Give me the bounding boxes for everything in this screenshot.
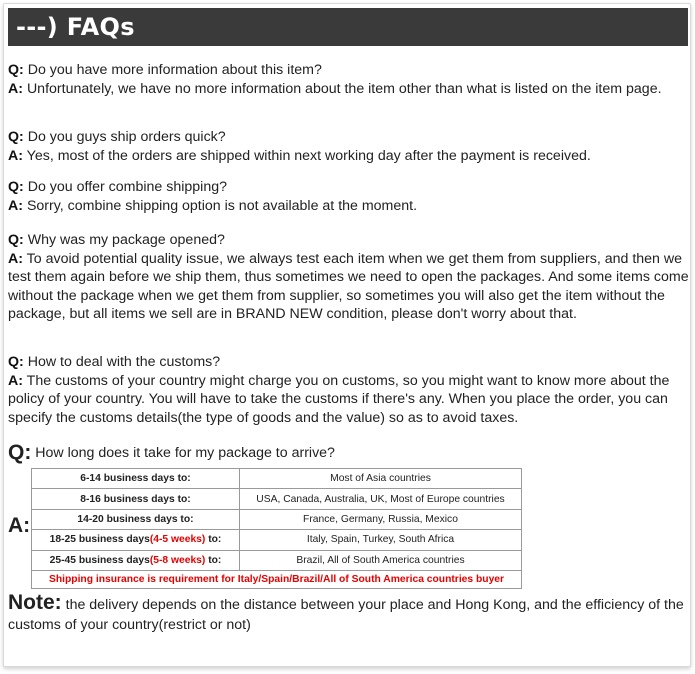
destination-cell: Brazil, All of South America countries (240, 550, 522, 570)
delivery-time-cell: 6-14 business days to: (32, 469, 240, 489)
question-label: Q: (8, 62, 24, 78)
faq-header-bar (8, 8, 688, 46)
question-text: How to deal with the customs? (27, 354, 221, 370)
faq-item (8, 231, 690, 324)
delivery-time-cell: 8-16 business days to: (32, 489, 240, 509)
answer-text: Sorry, combine shipping option is not available at the moment. (26, 197, 418, 214)
weeks-highlight: (4-5 weeks) (149, 534, 206, 546)
destination-cell: France, Germany, Russia, Mexico (240, 509, 522, 529)
question-label: Q: (8, 441, 32, 464)
table-row (32, 570, 522, 588)
note-text: the delivery depends on the distance between your place and Hong Kong, and the efficiency of the customs of your country(restrict or not) (8, 597, 684, 633)
insurance-note: Shipping insurance is requirement for Italy/Spain/Brazil/All of South America countries buyer (32, 570, 522, 588)
question-text: Do you guys ship orders quick? (27, 129, 226, 145)
faq-item (8, 353, 690, 427)
answer-text: To avoid potential quality issue, we always test each item when we get them from suppliers, and then we test them again before we ship them, thus sometimes we need to open the packages. And some items come without the package when we get them from supplier, so sometimes you will also get the item without the package, but all items we sell are in BRAND NEW condition, please don't worry about that. (8, 250, 689, 322)
weeks-highlight: (5-8 weeks) (149, 554, 206, 566)
shipping-time-table (31, 468, 522, 589)
delivery-time-cell: 25-45 business days(5-8 weeks) to: (32, 550, 240, 570)
question-text: Why was my package opened? (27, 232, 225, 248)
answer-text: Yes, most of the orders are shipped within next working day after the payment is received. (26, 147, 591, 164)
delivery-time-cell: 14-20 business days to: (32, 509, 240, 529)
answer-label: A: (8, 514, 31, 537)
question-label: Q: (8, 354, 24, 370)
destination-cell: Most of Asia countries (240, 469, 522, 489)
faq-item (8, 61, 690, 98)
question-text: How long does it take for my package to arrive? (35, 445, 335, 461)
question-label: Q: (8, 232, 24, 248)
faq-item (8, 178, 690, 215)
note-label: Note: (8, 591, 62, 614)
faq-item (8, 128, 690, 165)
table-row (32, 489, 522, 509)
delivery-note (8, 593, 692, 635)
question-label: Q: (8, 129, 24, 145)
answer-label: A: (8, 147, 23, 164)
answer-label: A: (8, 80, 23, 97)
destination-cell: USA, Canada, Australia, UK, Most of Europe countries (240, 489, 522, 509)
answer-label: A: (8, 250, 23, 267)
shipping-question (8, 441, 335, 465)
table-row (32, 469, 522, 489)
table-row (32, 550, 522, 570)
question-text: Do you have more information about this item? (27, 62, 322, 78)
answer-label: A: (8, 372, 23, 389)
question-label: Q: (8, 179, 24, 195)
answer-text: Unfortunately, we have no more information about the item other than what is listed on the item page. (26, 80, 662, 97)
question-text: Do you offer combine shipping? (27, 179, 227, 195)
page-title: ---) FAQs (16, 13, 135, 41)
destination-cell: Italy, Spain, Turkey, South Africa (240, 530, 522, 550)
table-row (32, 509, 522, 529)
answer-label: A: (8, 197, 23, 214)
answer-text: The customs of your country might charge you on customs, so you might want to know more about the policy of your country. You will have to take the customs if there's any. When you place the order, you can specify the customs details(the type of goods and the value) so as to avoid taxes. (8, 372, 670, 426)
delivery-time-cell: 18-25 business days(4-5 weeks) to: (32, 530, 240, 550)
table-row (32, 530, 522, 550)
